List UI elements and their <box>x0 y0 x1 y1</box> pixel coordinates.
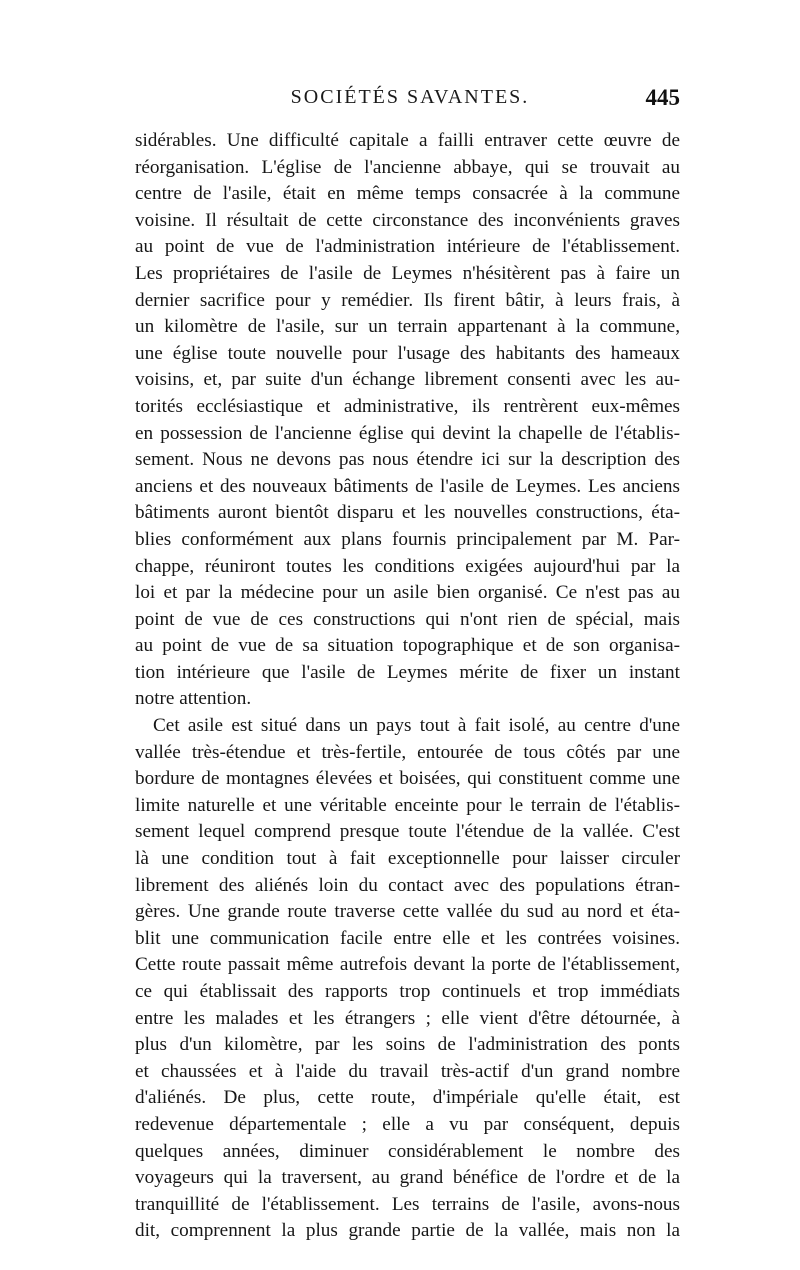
text-line: loi et par la médecine pour un asile bien organisé. Ce n'est pas au <box>135 582 680 604</box>
body-text <box>135 128 680 1245</box>
text-line: voyageurs qui la traversent, au grand bénéfice de l'ordre et de la <box>135 1167 680 1189</box>
text-line: tranquillité de l'établissement. Les terrains de l'asile, avons-nous <box>135 1193 680 1215</box>
text-line: entre les malades et les étrangers ; elle vient d'être détournée, à <box>135 1007 680 1029</box>
text-line: une église toute nouvelle pour l'usage des habitants des hameaux <box>135 342 680 364</box>
text-line: anciens et des nouveaux bâtiments de l'asile de Leymes. Les anciens <box>135 475 680 497</box>
text-line: d'aliénés. De plus, cette route, d'impériale qu'elle était, est <box>135 1087 680 1109</box>
text-line: voisins, et, par suite d'un échange librement consenti avec les au- <box>135 369 680 391</box>
text-line: blies conformément aux plans fournis principalement par M. Par- <box>135 528 680 550</box>
running-head <box>140 86 680 120</box>
text-line: sement lequel comprend presque toute l'étendue de la vallée. C'est <box>135 821 680 843</box>
text-line: voisine. Il résultait de cette circonstance des inconvénients graves <box>135 209 680 231</box>
text-line: vallée très-étendue et très-fertile, entourée de tous côtés par une <box>135 741 680 763</box>
text-line: librement des aliénés loin du contact avec des populations étran- <box>135 874 680 896</box>
text-line: là une condition tout à fait exceptionnelle pour laisser circuler <box>135 848 680 870</box>
text-line: Cet asile est situé dans un pays tout à fait isolé, au centre d'une <box>153 715 680 737</box>
text-line: redevenue départementale ; elle a vu par conséquent, depuis <box>135 1113 680 1135</box>
text-line: Les propriétaires de l'asile de Leymes n'hésitèrent pas à faire un <box>135 262 680 284</box>
text-line: un kilomètre de l'asile, sur un terrain appartenant à la commune, <box>135 316 680 338</box>
text-line: et chaussées et à l'aide du travail très-actif d'un grand nombre <box>135 1060 680 1082</box>
text-line: tion intérieure que l'asile de Leymes mérite de fixer un instant <box>135 661 680 683</box>
paragraph <box>135 713 680 1245</box>
text-line: réorganisation. L'église de l'ancienne abbaye, qui se trouvait au <box>135 156 680 178</box>
text-line: blit une communication facile entre elle et les contrées voisines. <box>135 927 680 949</box>
text-line: en possession de l'ancienne église qui devint la chapelle de l'établis- <box>135 422 680 444</box>
text-line: ce qui établissait des rapports trop continuels et trop immédiats <box>135 981 680 1002</box>
text-line: bordure de montagnes élevées et boisées, qui constituent comme une <box>135 768 680 790</box>
text-line: notre attention. <box>135 688 252 710</box>
text-line: limite naturelle et une véritable enceinte pour le terrain de l'établis- <box>135 794 680 816</box>
text-line: quelques années, diminuer considérablement le nombre des <box>135 1140 680 1162</box>
text-line: gères. Une grande route traverse cette vallée du sud au nord et éta- <box>135 901 680 923</box>
text-line: dernier sacrifice pour y remédier. Ils firent bâtir, à leurs frais, à <box>135 289 680 311</box>
text-line: Cette route passait même autrefois devant la porte de l'établissement, <box>135 954 680 976</box>
running-title: SOCIÉTÉS SAVANTES. <box>290 86 530 108</box>
text-line: dit, comprennent la plus grande partie de la vallée, mais non la <box>135 1220 680 1242</box>
page-number: 445 <box>645 85 680 110</box>
text-line: point de vue de ces constructions qui n'ont rien de spécial, mais <box>135 608 680 630</box>
text-line: au point de vue de l'administration intérieure de l'établissement. <box>135 236 680 258</box>
text-line: torités ecclésiastique et administrative, ils rentrèrent eux-mêmes <box>135 395 680 417</box>
text-line: bâtiments auront bientôt disparu et les nouvelles constructions, éta- <box>135 502 680 524</box>
text-line: centre de l'asile, était en même temps consacrée à la commune <box>135 183 680 205</box>
text-line: plus d'un kilomètre, par les soins de l'administration des ponts <box>135 1034 680 1056</box>
text-line: sidérables. Une difficulté capitale a failli entraver cette œuvre de <box>135 130 680 151</box>
text-line: chappe, réuniront toutes les conditions exigées aujourd'hui par la <box>135 555 680 577</box>
text-line: sement. Nous ne devons pas nous étendre ici sur la description des <box>135 449 680 471</box>
text-line: au point de vue de sa situation topographique et de son organisa- <box>135 635 680 657</box>
paragraph <box>135 128 680 713</box>
